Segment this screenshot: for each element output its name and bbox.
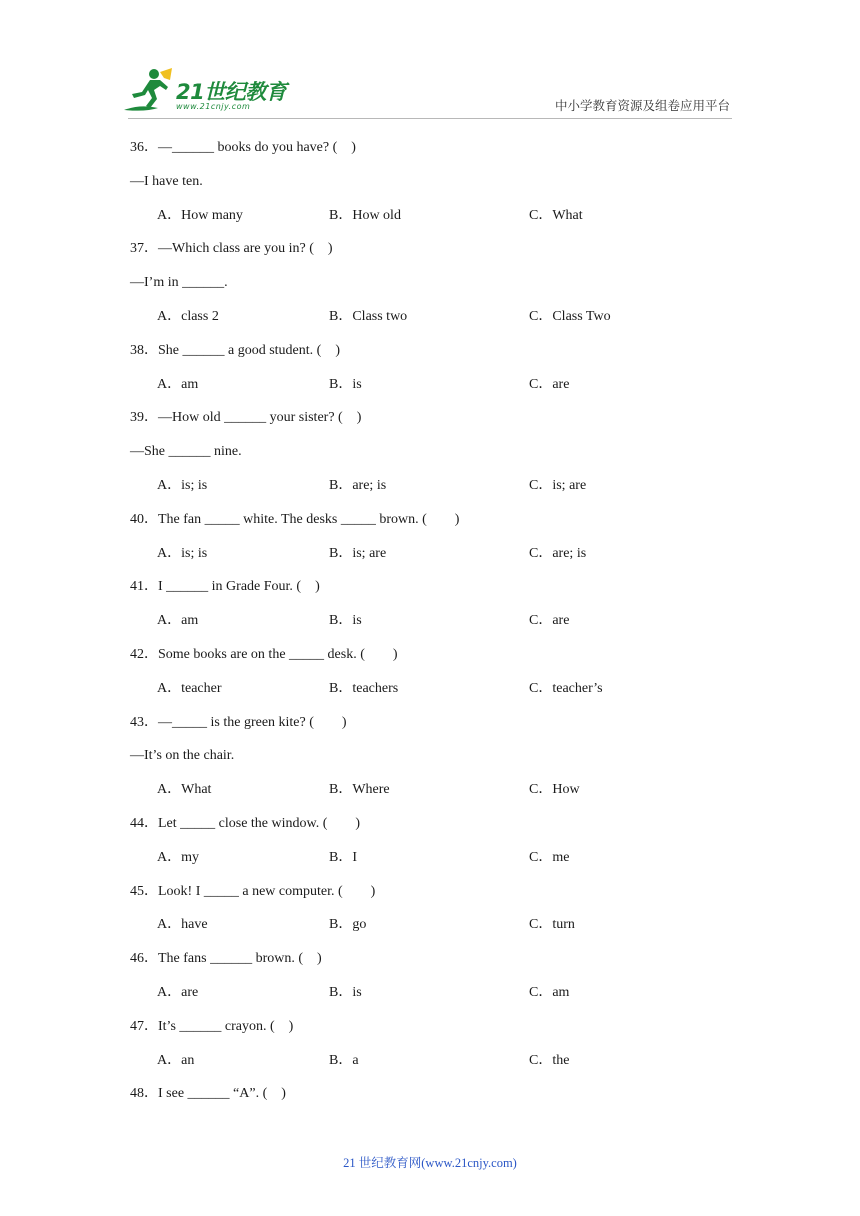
question-stem: 38．She ______ a good student. ( ) [130, 342, 340, 358]
answer-option: C．the [529, 1052, 570, 1068]
question-stem: 48．I see ______ “A”. ( ) [130, 1086, 286, 1102]
runner-logo-icon [120, 66, 176, 116]
answer-option: B．is [329, 613, 362, 629]
answer-option: B．Where [329, 782, 390, 798]
page-footer: 21 世纪教育网(www.21cnjy.com) [343, 1156, 517, 1170]
answer-option: B．is [329, 985, 362, 1000]
page-header [0, 0, 860, 130]
question-stem: 41．I ______ in Grade Four. ( ) [130, 579, 320, 595]
answer-option: C．turn [529, 917, 575, 933]
answer-option: A．my [157, 849, 199, 865]
answer-option: B．is [329, 376, 362, 392]
logo-url: www.21cnjy.com [176, 102, 251, 111]
question-stem: 39．—How old ______ your sister? ( ) [130, 410, 362, 426]
answer-option: B．is; are [329, 545, 387, 561]
question-stem: 43．—_____ is the green kite? ( ) [130, 714, 347, 730]
question-stem: 37．—Which class are you in? ( ) [130, 241, 333, 257]
question-stem: 42．Some books are on the _____ desk. ( ) [130, 647, 398, 662]
answer-option: B．are; is [329, 478, 387, 493]
answer-option: C．are [529, 613, 570, 629]
answer-option: C．How [529, 782, 580, 798]
header-tagline: 中小学教育资源及组卷应用平台 [554, 98, 730, 113]
answer-option: A．How many [157, 207, 243, 223]
answer-option: A．What [157, 782, 212, 798]
question-response: —She ______ nine. [130, 444, 242, 460]
question-response: —It’s on the chair. [130, 748, 235, 764]
answer-option: B．teachers [329, 680, 399, 696]
answer-option: A．are [157, 985, 199, 1000]
answer-option: C．What [529, 207, 583, 223]
answer-option: B．Class two [329, 309, 408, 324]
answer-option: C．teacher’s [529, 680, 603, 696]
question-stem: 46．The fans ______ brown. ( ) [130, 951, 322, 967]
logo [120, 66, 290, 116]
answer-option: C．am [529, 985, 570, 1000]
question-response: —I’m in ______. [130, 275, 228, 291]
answer-option: A．is; is [157, 478, 208, 493]
question-stem: 44．Let _____ close the window. ( ) [130, 816, 361, 831]
logo-text: 21世纪教育 [176, 80, 287, 104]
question-stem: 47．It’s ______ crayon. ( ) [130, 1018, 294, 1034]
answer-option: A．have [157, 917, 208, 933]
answer-option: C．me [529, 849, 570, 865]
answer-option: B．How old [329, 207, 401, 223]
answer-option: C．Class Two [529, 309, 611, 324]
question-response: —I have ten. [130, 173, 203, 189]
answer-option: C．is; are [529, 478, 587, 493]
answer-option: A．am [157, 376, 199, 392]
answer-option: A．is; is [157, 545, 208, 561]
answer-option: A．teacher [157, 680, 222, 696]
question-stem: 36．—______ books do you have? ( ) [130, 140, 356, 155]
question-stem: 45．Look! I _____ a new computer. ( ) [130, 883, 376, 899]
answer-option: A．class 2 [157, 309, 219, 324]
answer-option: B．I [329, 849, 357, 865]
header-divider [128, 118, 732, 119]
question-stem: 40．The fan _____ white. The desks _____ brown. ( ) [130, 511, 460, 527]
answer-option: C．are [529, 376, 570, 392]
answer-option: A．an [157, 1052, 195, 1068]
answer-option: A．am [157, 613, 199, 629]
answer-option: B．go [329, 917, 367, 933]
answer-option: B．a [329, 1052, 359, 1068]
answer-option: C．are; is [529, 545, 587, 561]
